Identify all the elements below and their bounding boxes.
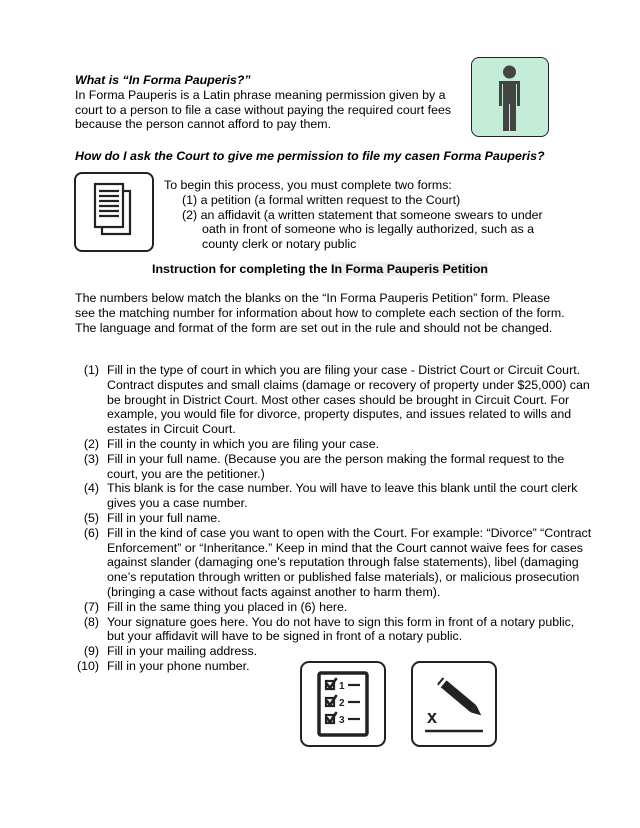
step-text: Fill in your mailing address. — [107, 644, 258, 659]
instruction-highlight: In Forma Pauperis Petition — [331, 262, 488, 276]
section2-intro: To begin this process, you must complete two forms: — [164, 178, 452, 192]
step-number: (7) — [83, 599, 99, 614]
checklist-number-1: 1 — [339, 681, 345, 692]
instruction-title — [0, 262, 640, 277]
step-text: Fill in the type of court in which you are filing your case - District Court or Circuit Court. Contract disputes and small claims (damage or recovery of property under $25,000) can be brought in District Court. Most other cases should be brought in Circuit Court. For example, you would file for divorce, property disputes, and issues related to wills and estates in Circuit Court. — [107, 363, 590, 437]
intro-paragraph: The numbers below match the blanks on the “In Forma Pauperis Petition” form. Please see the matching number for information about how to complete each section of the form. The language and format of the form are set out in the rule and should not be changed. — [75, 291, 565, 335]
step-text: Fill in the county in which you are filing your case. — [107, 436, 380, 451]
step-number: (4) — [83, 481, 99, 496]
step-item — [75, 481, 592, 511]
step-item — [75, 511, 592, 526]
step-text: This blank is for the case number. You will have to leave this blank until the court clerk gives you a case number. — [107, 481, 578, 511]
step-item — [75, 659, 327, 674]
section2-heading: How do I ask the Court to give me permission to file my casen Forma Pauperis? — [75, 149, 545, 163]
section1-body: In Forma Pauperis is a Latin phrase meaning permission given by a court to a person to file a case without paying the required court fees because the person cannot afford to pay them. — [75, 87, 452, 132]
step-item — [75, 363, 592, 437]
section1-heading: What is “In Forma Pauperis?” — [75, 73, 251, 87]
sign-x-mark: x — [427, 707, 438, 727]
section-what-is — [75, 73, 455, 132]
person-icon — [471, 57, 549, 137]
section2-item-2: (2) an affidavit (a written statement that someone swears to under oath in front of someone who is legally authorized, such as a county clerk or notary public — [182, 207, 543, 252]
step-text: Fill in your phone number. — [107, 658, 250, 673]
step-number: (1) — [83, 363, 99, 377]
step-item — [75, 437, 592, 452]
step-number: (8) — [83, 614, 99, 629]
step-number: (9) — [83, 644, 99, 659]
sign-pen-icon — [411, 661, 497, 747]
step-number: (6) — [83, 525, 99, 540]
step-number: (5) — [83, 510, 99, 525]
step-text: Fill in the kind of case you want to open with the Court. For example: “Divorce” “Contract Enforcement” or “Inheritance.” Keep in mind that the Court cannot waive fees for cases against slander (damaging one’s reputation through false statements), libel (damaging one’s reputation through written or published false materials), or malicious prosecution (bringing a case without facts against another to harm them). — [107, 525, 592, 599]
step-item — [75, 526, 592, 600]
step-item — [75, 615, 592, 645]
checklist-number-3: 3 — [339, 715, 345, 726]
checklist-icon — [300, 661, 386, 747]
step-text: Your signature goes here. You do not have to sign this form in front of a notary public, but your affidavit will have to be signed in front of a notary public. — [107, 614, 575, 644]
step-item — [75, 452, 592, 482]
step-number: (2) — [83, 436, 99, 451]
section2-body — [164, 178, 559, 252]
step-text: Fill in your full name. (Because you are the person making the formal request to the court, you are the petitioner.) — [107, 451, 565, 481]
documents-icon — [74, 172, 154, 252]
step-number: (10) — [76, 658, 99, 673]
step-item — [75, 644, 327, 659]
checklist-number-2: 2 — [339, 698, 345, 709]
step-text: Fill in your full name. — [107, 510, 221, 525]
instruction-prefix: Instruction for completing the — [152, 262, 331, 276]
section2-item-1: (1) a petition (a formal written request to the Court) — [182, 192, 461, 207]
step-text: Fill in the same thing you placed in (6) here. — [107, 599, 348, 614]
steps-list — [75, 363, 592, 674]
step-item — [75, 600, 592, 615]
step-number: (3) — [83, 451, 99, 466]
